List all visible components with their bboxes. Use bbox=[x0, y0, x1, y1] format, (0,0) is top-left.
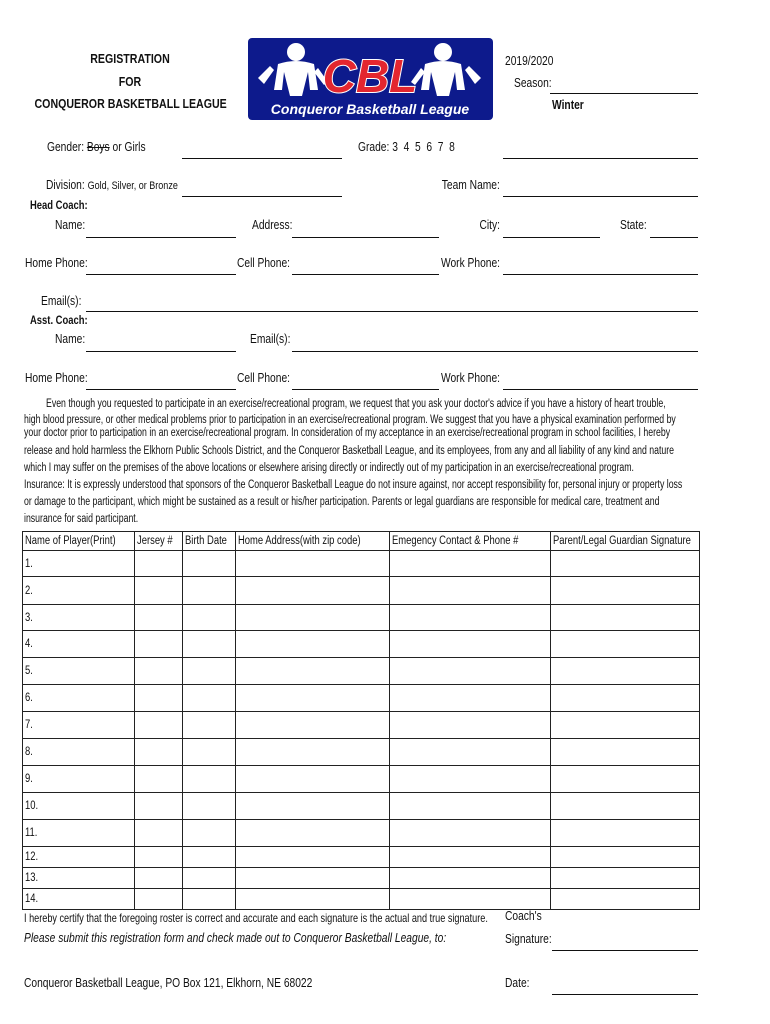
roster-cell[interactable] bbox=[390, 868, 551, 889]
roster-row bbox=[23, 658, 700, 685]
logo-letters: CBL bbox=[322, 50, 418, 102]
head-coach-work-phone-label: Work Phone: bbox=[440, 256, 500, 270]
roster-cell[interactable] bbox=[183, 605, 236, 631]
roster-cell[interactable] bbox=[551, 739, 700, 766]
waiver-line-6: Insurance: It is expressly understood that sponsors of the Conqueror Basketball League do not insure against, nor accept responsibility for, personal injury or property loss bbox=[24, 479, 683, 491]
col-header-home-address: Home Address(with zip code) bbox=[236, 532, 390, 551]
roster-cell[interactable] bbox=[551, 793, 700, 820]
waiver-line-4: release and hold harmless the Elkhorn Public Schools District, and the Conqueror Basketball League, and its employees, from any and all liability of any kind and nature bbox=[24, 445, 675, 457]
roster-row-number[interactable]: 5. bbox=[23, 658, 135, 685]
roster-cell[interactable] bbox=[390, 847, 551, 868]
roster-cell[interactable] bbox=[183, 577, 236, 605]
roster-cell[interactable] bbox=[135, 658, 183, 685]
gender-field-label bbox=[47, 140, 146, 154]
roster-cell[interactable] bbox=[183, 868, 236, 889]
head-coach-city-line[interactable] bbox=[503, 237, 600, 238]
roster-row bbox=[23, 739, 700, 766]
roster-row-number[interactable]: 11. bbox=[23, 820, 135, 847]
roster-cell[interactable] bbox=[551, 820, 700, 847]
roster-cell[interactable] bbox=[390, 820, 551, 847]
roster-row-number[interactable]: 4. bbox=[23, 631, 135, 658]
roster-cell[interactable] bbox=[135, 551, 183, 577]
roster-row-number[interactable]: 10. bbox=[23, 793, 135, 820]
grade-input-line[interactable] bbox=[503, 158, 698, 159]
roster-cell[interactable] bbox=[551, 889, 700, 910]
roster-row bbox=[23, 793, 700, 820]
roster-cell[interactable] bbox=[183, 889, 236, 910]
roster-cell[interactable] bbox=[183, 766, 236, 793]
col-header-guardian-signature: Parent/Legal Guardian Signature bbox=[551, 532, 700, 551]
player-figure-right-icon bbox=[411, 43, 481, 96]
roster-cell[interactable] bbox=[183, 551, 236, 577]
roster-row bbox=[23, 577, 700, 605]
roster-row bbox=[23, 889, 700, 910]
roster-cell[interactable] bbox=[236, 766, 390, 793]
season-label: Season: bbox=[514, 76, 552, 90]
roster-cell[interactable] bbox=[135, 631, 183, 658]
roster-row bbox=[23, 847, 700, 868]
roster-cell[interactable] bbox=[183, 631, 236, 658]
roster-cell[interactable] bbox=[183, 793, 236, 820]
roster-cell[interactable] bbox=[551, 847, 700, 868]
roster-cell[interactable] bbox=[236, 889, 390, 910]
head-coach-state-label: State: bbox=[620, 218, 647, 232]
title-league: CONQUEROR BASKETBALL LEAGUE bbox=[34, 97, 227, 111]
roster-cell[interactable] bbox=[135, 847, 183, 868]
roster-cell[interactable] bbox=[390, 712, 551, 739]
roster-row-number[interactable]: 2. bbox=[23, 577, 135, 605]
roster-cell[interactable] bbox=[135, 793, 183, 820]
division-field-label bbox=[46, 178, 178, 192]
head-coach-state-line[interactable] bbox=[650, 237, 698, 238]
roster-cell[interactable] bbox=[390, 551, 551, 577]
head-coach-label: Head Coach: bbox=[30, 200, 88, 212]
asst-coach-home-phone-label: Home Phone: bbox=[25, 371, 88, 385]
roster-cell[interactable] bbox=[135, 868, 183, 889]
roster-cell[interactable] bbox=[551, 712, 700, 739]
waiver-line-2: high blood pressure, or other medical problems prior to participation in an exercise/recreational program. We suggest that you have a physical examination performed by bbox=[24, 414, 676, 426]
roster-cell[interactable] bbox=[236, 820, 390, 847]
roster-cell[interactable] bbox=[390, 685, 551, 712]
head-coach-home-phone-label: Home Phone: bbox=[25, 256, 88, 270]
asst-coach-work-phone-label: Work Phone: bbox=[440, 371, 500, 385]
season-value: Winter bbox=[552, 98, 584, 112]
roster-cell[interactable] bbox=[551, 551, 700, 577]
roster-cell[interactable] bbox=[236, 868, 390, 889]
coach-signature-line[interactable] bbox=[552, 950, 698, 951]
col-header-birth-date: Birth Date bbox=[183, 532, 236, 551]
roster-cell[interactable] bbox=[236, 605, 390, 631]
roster-row bbox=[23, 766, 700, 793]
col-header-jersey: Jersey # bbox=[135, 532, 183, 551]
roster-cell[interactable] bbox=[551, 685, 700, 712]
waiver-line-8: insurance for said participant. bbox=[24, 513, 139, 525]
player-figure-left-icon bbox=[258, 43, 328, 96]
roster-cell[interactable] bbox=[390, 658, 551, 685]
roster-table bbox=[22, 531, 700, 910]
coach-signature-label-2: Signature: bbox=[505, 932, 552, 946]
roster-row-number[interactable]: 12. bbox=[23, 847, 135, 868]
col-header-emergency-contact: Emegency Contact & Phone # bbox=[390, 532, 551, 551]
waiver-line-7: or damage to the participant, which might be sustained as a result or his/her participation. Parents or legal guardians are responsible for medical care, treatment and bbox=[24, 496, 660, 508]
waiver-line-1: Even though you requested to participate in an exercise/recreational program, we request that you ask your doctor's advice if you have a history of heart trouble, bbox=[46, 398, 666, 410]
roster-cell[interactable] bbox=[135, 766, 183, 793]
roster-header-row bbox=[23, 532, 700, 551]
head-coach-cell-phone-label: Cell Phone: bbox=[237, 256, 290, 270]
season-year: 2019/2020 bbox=[505, 54, 554, 68]
roster-row bbox=[23, 551, 700, 577]
head-coach-address-label: Address: bbox=[252, 218, 293, 232]
roster-cell[interactable] bbox=[236, 793, 390, 820]
division-options: Gold, Silver, or Bronze bbox=[87, 180, 178, 192]
roster-cell[interactable] bbox=[390, 631, 551, 658]
division-input-line[interactable] bbox=[182, 196, 342, 197]
roster-cell[interactable] bbox=[551, 658, 700, 685]
coach-signature-label-1: Coach's bbox=[505, 909, 542, 923]
roster-row bbox=[23, 820, 700, 847]
head-coach-name-label: Name: bbox=[55, 218, 86, 232]
gender-label: Gender: bbox=[47, 140, 85, 154]
roster-cell[interactable] bbox=[183, 847, 236, 868]
roster-row-number[interactable]: 6. bbox=[23, 685, 135, 712]
asst-coach-emails-line[interactable] bbox=[292, 351, 698, 352]
roster-cell[interactable] bbox=[135, 739, 183, 766]
asst-coach-name-line[interactable] bbox=[86, 351, 236, 352]
roster-cell[interactable] bbox=[236, 551, 390, 577]
roster-cell[interactable] bbox=[236, 712, 390, 739]
roster-cell[interactable] bbox=[135, 889, 183, 910]
head-coach-emails-label: Email(s): bbox=[41, 294, 82, 308]
roster-cell[interactable] bbox=[390, 577, 551, 605]
roster-cell[interactable] bbox=[390, 605, 551, 631]
roster-cell[interactable] bbox=[390, 889, 551, 910]
season-line bbox=[550, 93, 698, 94]
roster-row bbox=[23, 631, 700, 658]
roster-cell[interactable] bbox=[236, 577, 390, 605]
roster-cell[interactable] bbox=[551, 631, 700, 658]
asst-coach-cell-phone-label: Cell Phone: bbox=[237, 371, 290, 385]
head-coach-address-line[interactable] bbox=[292, 237, 439, 238]
roster-row-number[interactable]: 7. bbox=[23, 712, 135, 739]
head-coach-cell-phone-line[interactable] bbox=[292, 274, 439, 275]
roster-row-number[interactable]: 1. bbox=[23, 551, 135, 577]
roster-cell[interactable] bbox=[183, 712, 236, 739]
roster-cell[interactable] bbox=[390, 766, 551, 793]
roster-cell[interactable] bbox=[236, 685, 390, 712]
gender-boys: Boys bbox=[86, 140, 110, 154]
team-name-label: Team Name: bbox=[441, 178, 500, 192]
date-line[interactable] bbox=[552, 994, 698, 995]
roster-cell[interactable] bbox=[390, 793, 551, 820]
asst-coach-label: Asst. Coach: bbox=[30, 315, 88, 327]
asst-coach-work-phone-line[interactable] bbox=[503, 389, 698, 390]
roster-cell[interactable] bbox=[135, 820, 183, 847]
roster-cell[interactable] bbox=[551, 766, 700, 793]
roster-cell[interactable] bbox=[135, 605, 183, 631]
mailing-address: Conqueror Basketball League, PO Box 121, Elkhorn, NE 68022 bbox=[24, 976, 313, 990]
gender-input-line[interactable] bbox=[182, 158, 342, 159]
roster-row bbox=[23, 712, 700, 739]
roster-cell[interactable] bbox=[551, 605, 700, 631]
team-name-input-line[interactable] bbox=[503, 196, 698, 197]
cbl-logo-graphic bbox=[248, 38, 493, 120]
head-coach-home-phone-line[interactable] bbox=[86, 274, 236, 275]
roster-row bbox=[23, 685, 700, 712]
grade-field-label bbox=[358, 140, 455, 154]
head-coach-work-phone-line[interactable] bbox=[503, 274, 698, 275]
grade-options: 3 4 5 6 7 8 bbox=[392, 140, 455, 154]
gender-girls: or Girls bbox=[109, 140, 146, 154]
col-header-player-name: Name of Player(Print) bbox=[23, 532, 135, 551]
roster-row-number[interactable]: 9. bbox=[23, 766, 135, 793]
roster-cell[interactable] bbox=[183, 739, 236, 766]
grade-label: Grade: bbox=[358, 140, 390, 154]
roster-cell[interactable] bbox=[135, 577, 183, 605]
submit-instructions: Please submit this registration form and check made out to Conqueror Basketball League, to: bbox=[24, 931, 447, 945]
logo-tagline: Conqueror Basketball League bbox=[270, 101, 470, 117]
roster-cell[interactable] bbox=[236, 739, 390, 766]
roster-cell[interactable] bbox=[236, 658, 390, 685]
roster-row-number[interactable]: 8. bbox=[23, 739, 135, 766]
asst-coach-home-phone-line[interactable] bbox=[86, 389, 236, 390]
head-coach-name-line[interactable] bbox=[86, 237, 236, 238]
roster-cell[interactable] bbox=[135, 712, 183, 739]
roster-cell[interactable] bbox=[236, 631, 390, 658]
roster-cell[interactable] bbox=[183, 685, 236, 712]
roster-row-number[interactable]: 13. bbox=[23, 868, 135, 889]
waiver-line-3: your doctor prior to participation in an exercise/recreational program. In consideration of my acceptance in an exercise/recreational program in school facilities, I hereby bbox=[24, 427, 671, 439]
roster-cell[interactable] bbox=[551, 868, 700, 889]
head-coach-city-label: City: bbox=[479, 218, 500, 232]
roster-cell[interactable] bbox=[551, 577, 700, 605]
roster-row-number[interactable]: 14. bbox=[23, 889, 135, 910]
title-for: FOR bbox=[118, 75, 142, 89]
waiver-line-5: which I may suffer on the premises of the above locations or elsewhere arising directly or indirectly out of my participation in an exercise/recreational program. bbox=[24, 462, 634, 474]
certify-statement: I hereby certify that the foregoing roster is correct and accurate and each signature is the actual and true signature. bbox=[24, 911, 488, 925]
date-label: Date: bbox=[505, 976, 530, 990]
cbl-logo bbox=[248, 38, 493, 120]
title-registration: REGISTRATION bbox=[90, 52, 170, 66]
division-label: Division: bbox=[46, 178, 85, 192]
roster-cell[interactable] bbox=[236, 847, 390, 868]
roster-row bbox=[23, 605, 700, 631]
roster-row bbox=[23, 868, 700, 889]
roster-cell[interactable] bbox=[183, 658, 236, 685]
roster-cell[interactable] bbox=[135, 685, 183, 712]
roster-row-number[interactable]: 3. bbox=[23, 605, 135, 631]
asst-coach-name-label: Name: bbox=[55, 332, 86, 346]
asst-coach-cell-phone-line[interactable] bbox=[292, 389, 439, 390]
roster-cell[interactable] bbox=[390, 739, 551, 766]
roster-cell[interactable] bbox=[183, 820, 236, 847]
asst-coach-emails-label: Email(s): bbox=[250, 332, 291, 346]
head-coach-emails-line[interactable] bbox=[86, 311, 698, 312]
